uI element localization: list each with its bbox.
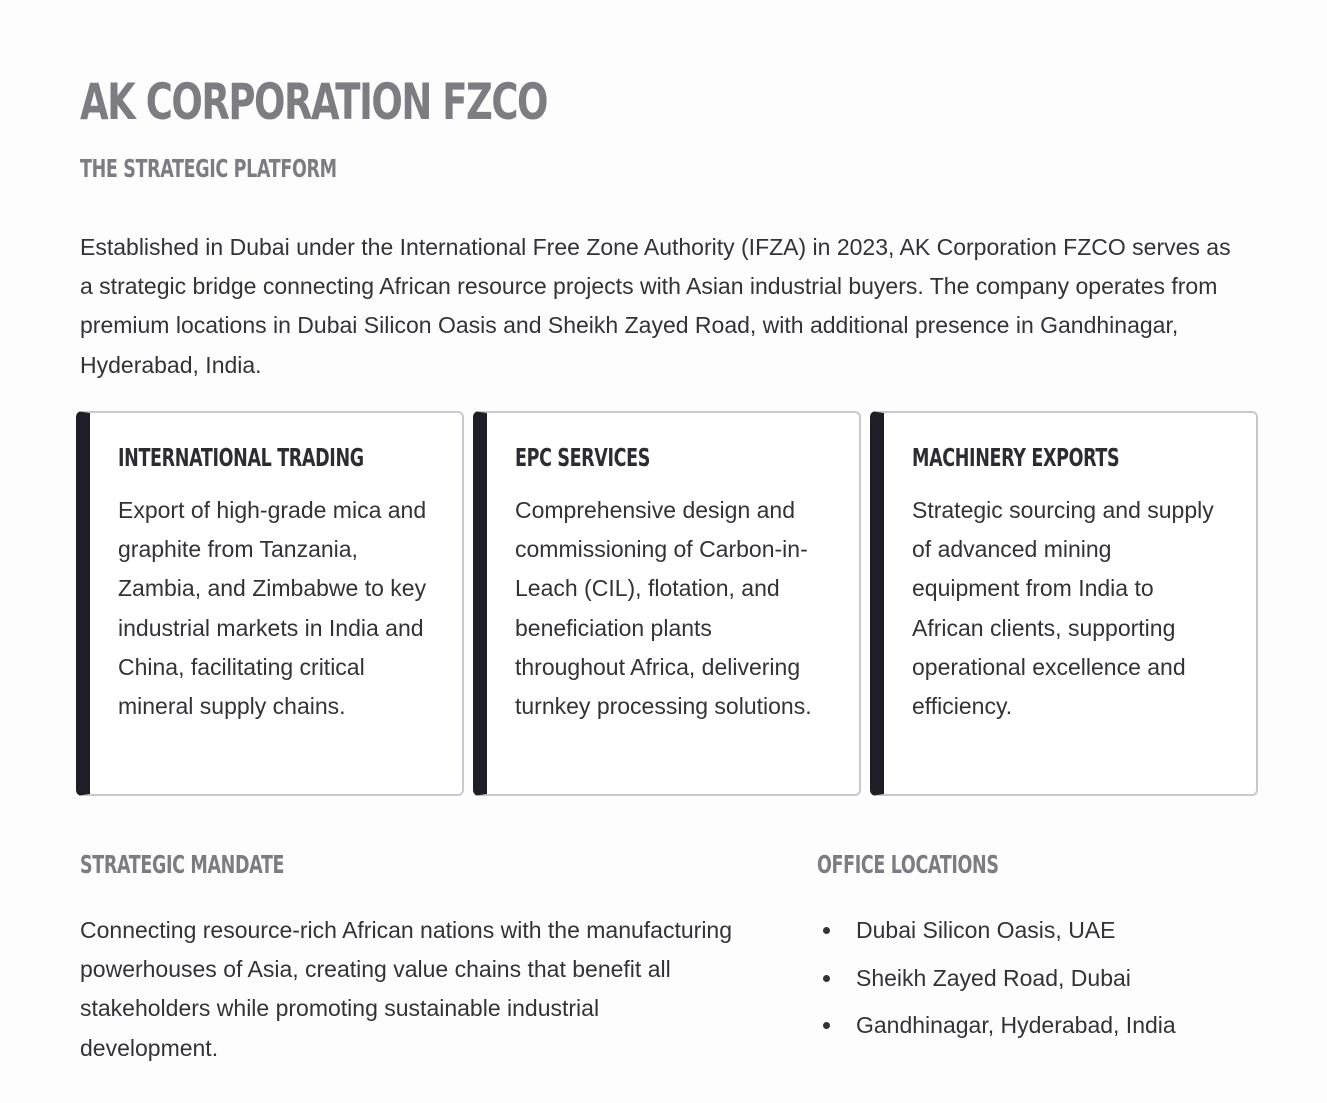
card-text: Strategic sourcing and supply of advanced mining equipment from India to African clients, supporting operational excellence and efficiency. — [912, 497, 1214, 720]
service-cards — [76, 411, 1246, 796]
list-item — [817, 1005, 1246, 1045]
office-locations-list — [817, 910, 1246, 1053]
office-locations-heading: OFFICE LOCATIONS — [817, 850, 999, 879]
bullet-icon — [823, 1022, 830, 1029]
page-title: AK CORPORATION FZCO — [80, 73, 548, 131]
card-title: EPC SERVICES — [515, 443, 651, 472]
page-subtitle: THE STRATEGIC PLATFORM — [80, 154, 337, 183]
location-label: Gandhinagar, Hyderabad, India — [856, 1012, 1176, 1038]
bullet-icon — [823, 975, 830, 982]
bullet-icon — [823, 927, 830, 934]
card-text: Comprehensive design and commissioning of Carbon-in-Leach (CIL), flotation, and beneficiation plants throughout Africa, delivering turnkey processing solutions. — [515, 497, 812, 720]
card-text: Export of high-grade mica and graphite from Tanzania, Zambia, and Zimbabwe to key industrial markets in India and China, facilitating critical mineral supply chains. — [118, 497, 427, 720]
card-machinery-exports — [870, 411, 1258, 796]
location-label: Sheikh Zayed Road, Dubai — [856, 964, 1131, 991]
intro-paragraph: Established in Dubai under the International Free Zone Authority (IFZA) in 2023, AK Corporation FZCO serves as a strategic bridge connecting African resource projects with Asian industrial buyers. The company operates from premium locations in Dubai Silicon Oasis and Sheikh Zayed Road, with additional presence in Gandhinagar, Hyderabad, India. — [80, 234, 1231, 378]
card-international-trading — [76, 411, 464, 796]
strategic-mandate-heading: STRATEGIC MANDATE — [80, 850, 285, 879]
location-label: Dubai Silicon Oasis, UAE — [856, 917, 1116, 943]
list-item — [817, 910, 1246, 950]
card-epc-services — [473, 411, 861, 796]
strategic-mandate-text: Connecting resource-rich African nations with the manufacturing powerhouses of Asia, creating value chains that benefit all stakeholders while promoting sustainable industrial development. — [80, 917, 733, 1061]
list-item — [817, 958, 1246, 998]
card-title: INTERNATIONAL TRADING — [118, 443, 364, 472]
card-title: MACHINERY EXPORTS — [912, 443, 1120, 472]
